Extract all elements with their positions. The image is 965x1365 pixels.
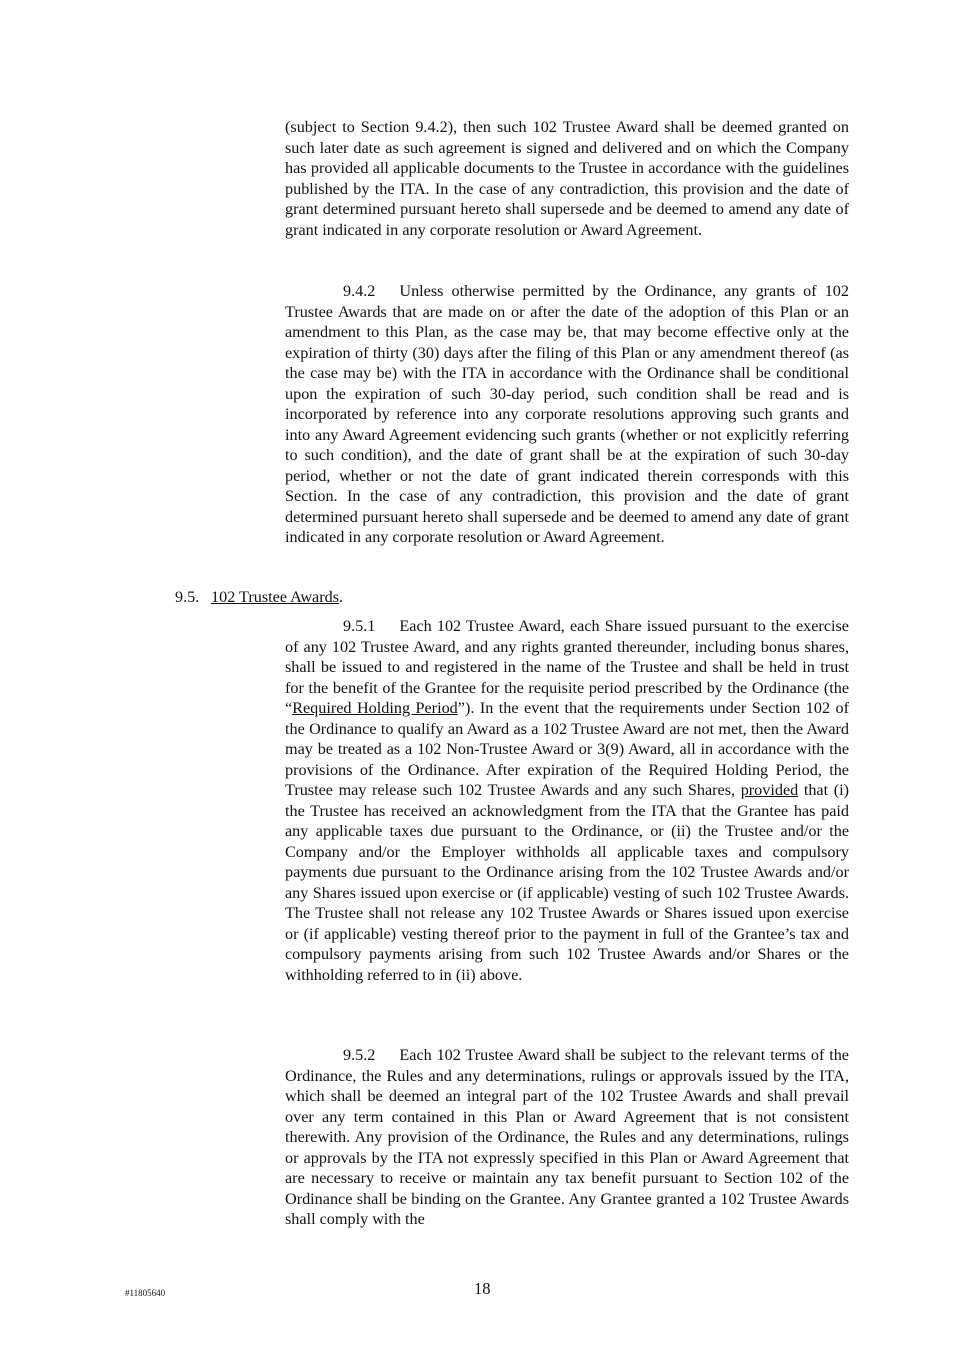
paragraph-continuation: (subject to Section 9.4.2), then such 102 Trustee Award shall be deemed granted on such later date as such agreement is signed and delivered and on which the Company has provided all applicable documents to the Trustee in accordance with the guidelines published by the ITA. In the case of any contradiction, this provision and the date of grant determined pursuant hereto shall supersede and be deemed to amend any date of grant indicated in any corporate resolution or Award Agreement. xyxy=(285,118,849,239)
section-text-c: that (i) the Trustee has received an acknowledgment from the ITA that the Grantee has paid any applicable taxes due pursuant to the Ordinance, or (ii) the Trustee and/or the Company and/or the Employer withholds all applicable taxes and compulsory payments due pursuant to the Ordinance arising from the 102 Trustee Awards and/or any Shares issued upon exercise or (if applicable) vesting of such 102 Trustee Awards. The Trustee shall not release any 102 Trustee Awards or Shares issued upon exercise or (if applicable) vesting thereof prior to the payment in full of the Grantee’s tax and compulsory payments arising from such 102 Trustee Awards and/or Shares or the withholding referred to in (ii) above. xyxy=(285,781,850,984)
section-number: 9.5. xyxy=(175,588,200,606)
section-9-4-2 xyxy=(285,281,849,548)
section-text: Each 102 Trustee Award shall be subject to the relevant terms of the Ordinance, the Rules and any determinations, rulings or approvals issued by the ITA, which shall be deemed an integral part of the 102 Trustee Awards and shall prevail over any term contained in this Plan or Award Agreement that is not consistent therewith. Any provision of the Ordinance, the Rules and any determinations, rulings or approvals by the ITA not expressly specified in this Plan or Award Agreement that are necessary to receive or maintain any tax benefit pursuant to Section 102 of the Ordinance shall be binding on the Grantee. Any Grantee granted a 102 Trustee Awards shall comply with the xyxy=(285,1046,849,1228)
section-number: 9.4.2 xyxy=(343,282,376,300)
provided-term: provided xyxy=(740,781,799,799)
heading-period: . xyxy=(339,588,344,606)
section-9-5-heading xyxy=(175,587,343,608)
defined-term: Required Holding Period xyxy=(292,699,458,717)
section-text: Unless otherwise permitted by the Ordinance, any grants of 102 Trustee Awards that are made on or after the date of the adoption of this Plan or an amendment to this Plan, as the case may be, that may become effective only at the expiration of thirty (30) days after the filing of this Plan or any amendment thereof (as the case may be) with the ITA in accordance with the Ordinance shall be conditional upon the expiration of such 30-day period, such condition shall be read and is incorporated by reference into any corporate resolutions approving such grants and into any Award Agreement evidencing such grants (whether or not explicitly referring to such condition), and the date of grant shall be at the expiration of such 30-day period, whether or not the date of grant indicated therein corresponds with this Section. In the case of any contradiction, this provision and the date of grant determined pursuant hereto shall supersede and be deemed to amend any date of grant indicated in any corporate resolution or Award Agreement. xyxy=(285,282,849,546)
section-number: 9.5.1 xyxy=(343,617,376,635)
document-id: #11805640 xyxy=(125,1288,166,1298)
section-number: 9.5.2 xyxy=(343,1046,376,1064)
section-9-5-1 xyxy=(285,616,849,985)
section-9-5-2 xyxy=(285,1045,849,1230)
section-text-b: ”). In the event that the requirements under Section 102 of the Ordinance to qualify an Award as a 102 Trustee Award are not met, then the Award may be treated as a 102 Non-Trustee Award or 3(9) Award, all in accordance with the provisions of the Ordinance. After expiration of the Required Holding Period, the Trustee may release such 102 Trustee Awards and any such Shares, xyxy=(285,699,849,799)
section-title: 102 Trustee Awards xyxy=(211,588,340,606)
section-text-a: Each 102 Trustee Award, each Share issued pursuant to the exercise of any 102 Trustee Award, and any rights granted thereunder, including bonus shares, shall be issued to and registered in the name of the Trustee and shall be held in trust for the benefit of the Grantee for the requisite period prescribed by the Ordinance (the “ xyxy=(285,617,849,717)
page-number: 18 xyxy=(474,1279,491,1298)
